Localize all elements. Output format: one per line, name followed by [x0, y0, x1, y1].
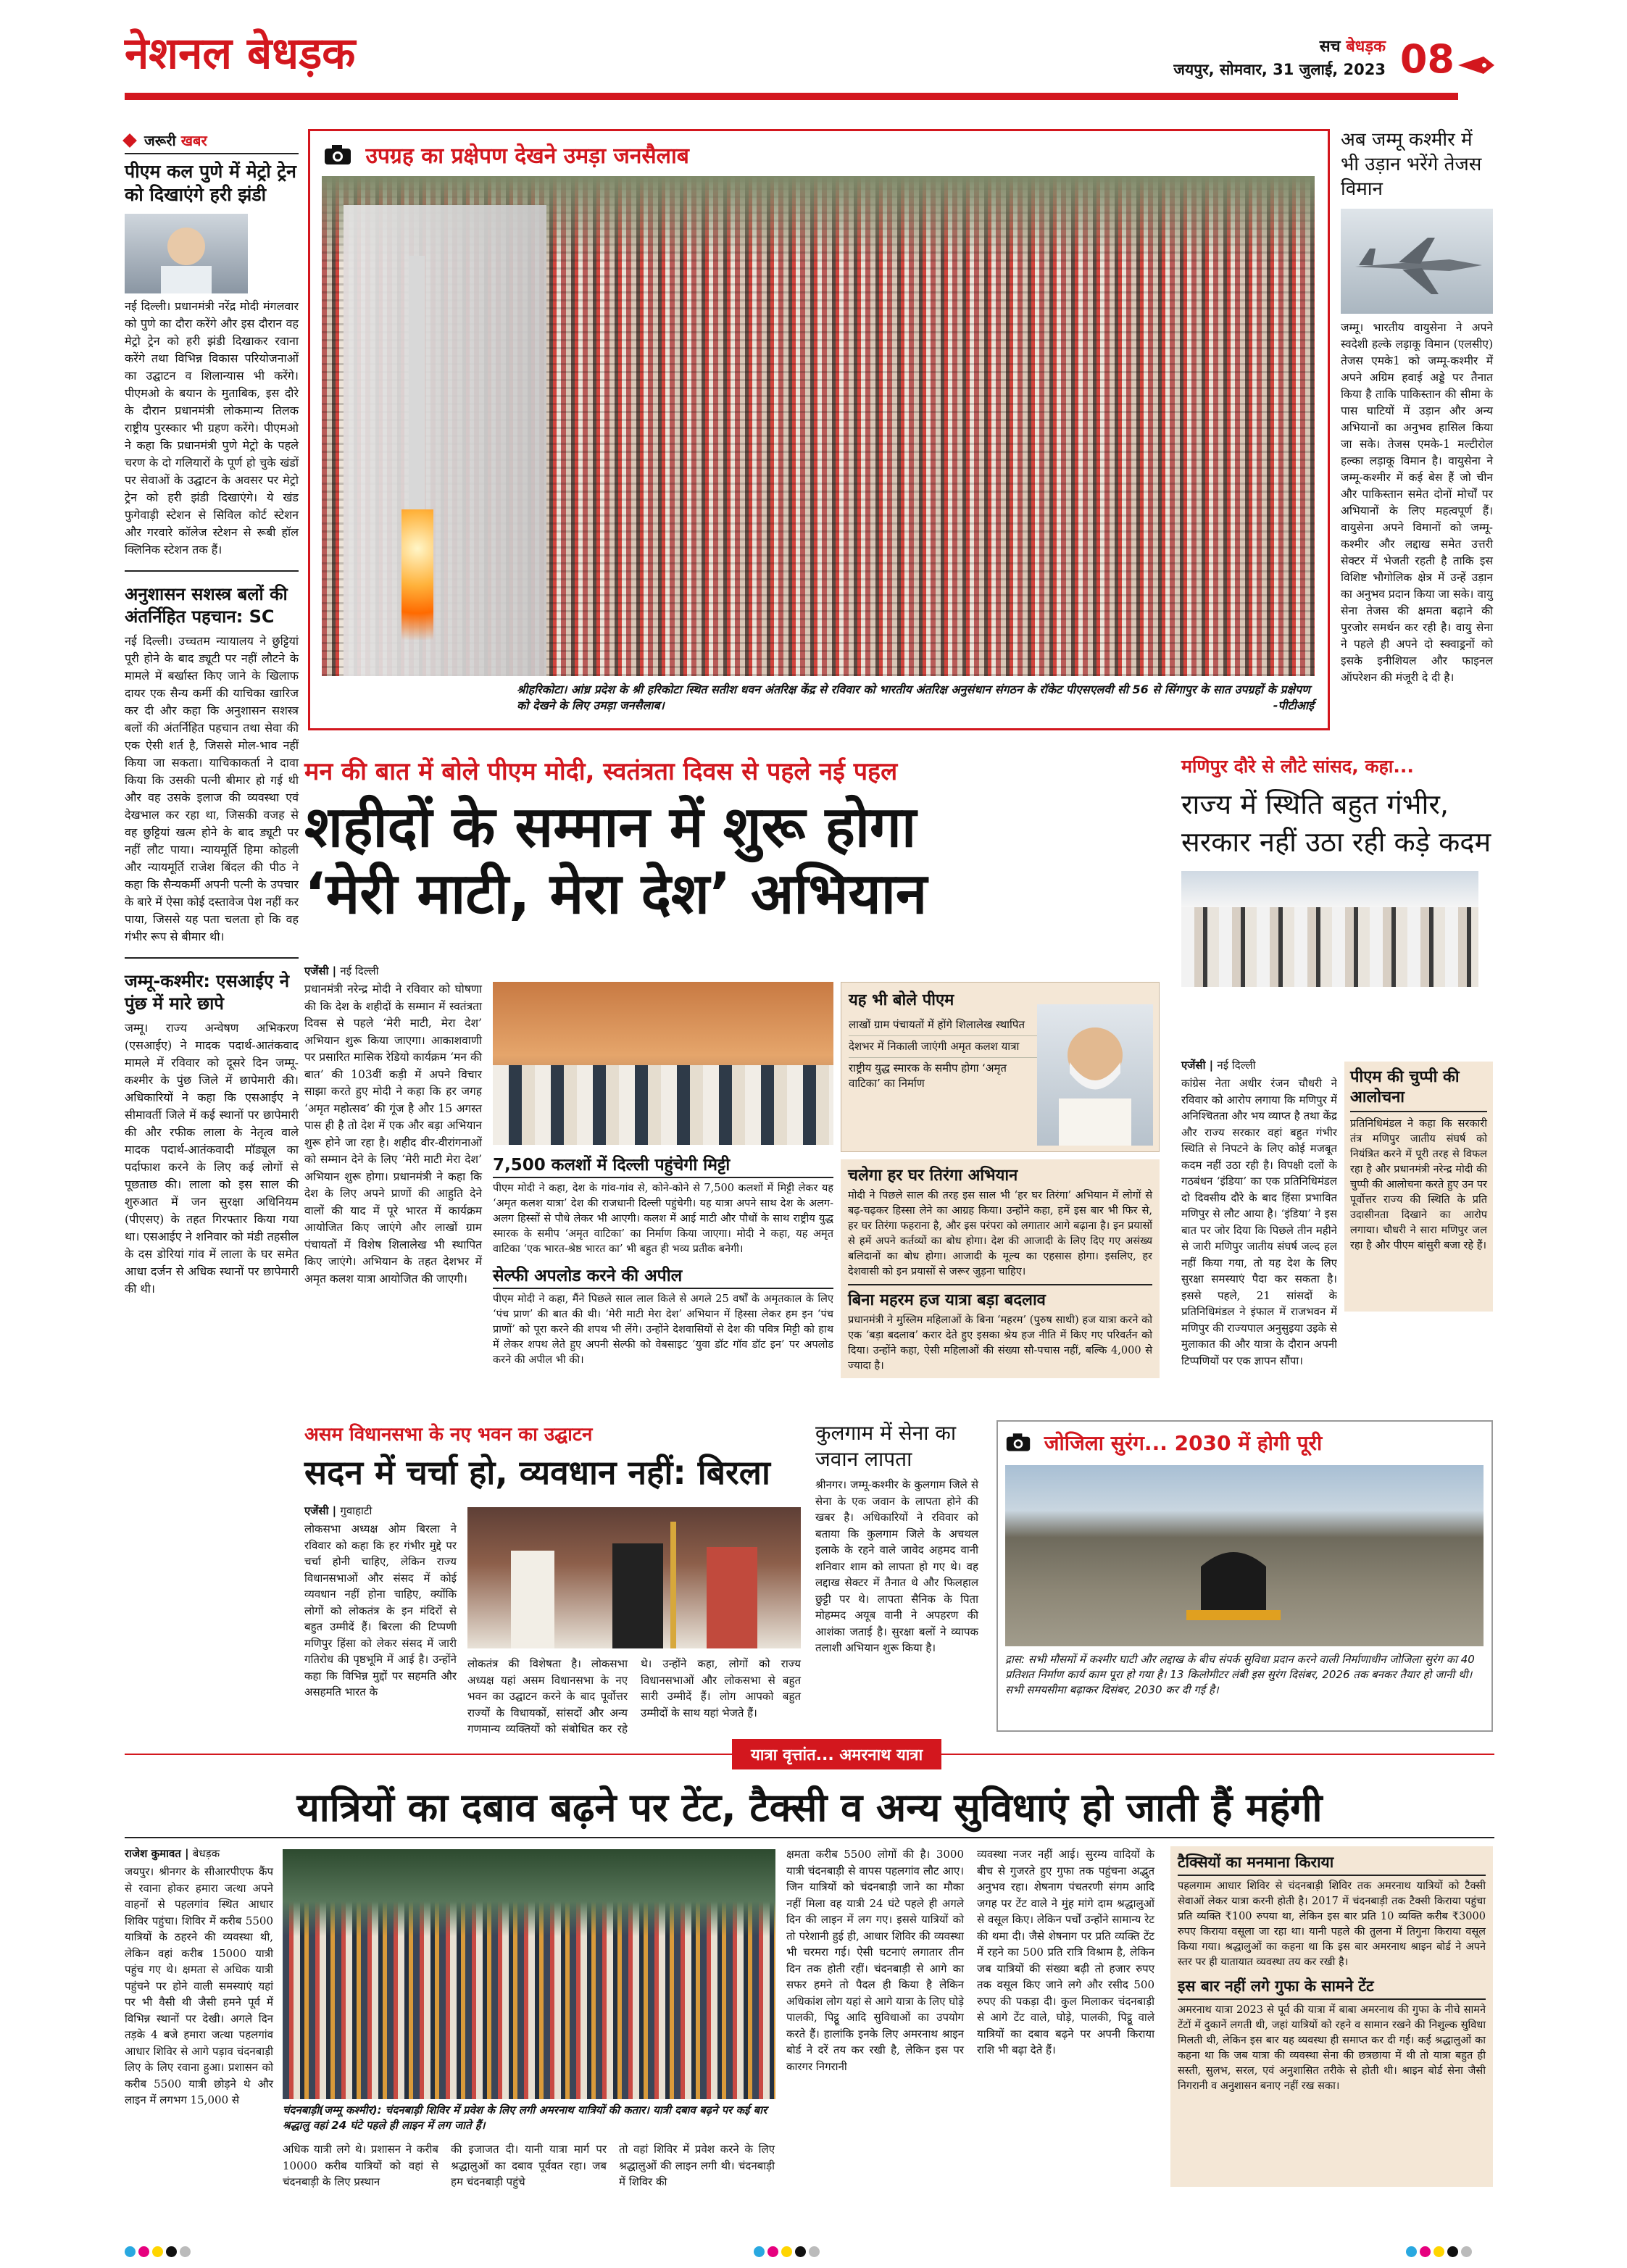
- byline-agency: एजेंसी: [304, 964, 329, 977]
- delegation-photo: [1181, 871, 1478, 987]
- story-body: व्यवस्था नजर नहीं आई। सुरम्य वादियों के बीच से गुजरते हुए गुफा तक पहुंचना अद्भुत अनुभव रहा। शेषनाग पंचतरणी संगम आदि जगह पर टेंट वाले ने मुंह मांगे दाम श्रद्धालुओं से वसूल किए। लेकिन पर्चों उन्होंने सामान्य रेट की थमा दी। जैसे शेषनाग पर प्रति व्यक्ति टेंट में रहने का 500 प्रति रात्रि विश्राम है, लेकिन जब यात्रियों की संख्या बढ़ी तो हजार रुपए तक वसूल किए जाने लगे और रसीद 500 रुपए की पकड़ा दी। कुल मिलाकर चंदनबाड़ी से आगे टेंट वाले, घोड़े, पालकी, पिट्ठू वाले यात्रियों का दबाव बढ़ने पर अपनी किराया राशि भी बढ़ा देते हैं।: [977, 1848, 1154, 2056]
- amarnath-col-1: [125, 1846, 273, 2109]
- byline-author: राजेश कुमावत: [125, 1847, 181, 1860]
- photo-caption: द्रास: सभी मौसमों में कश्मीर घाटी और लद्दाख के बीच संपर्क सुविधा प्रदान करने वाली निर्माणाधीन जोजिला सुरंग का 40 प्रतिशत निर्माण कार्य काम पूरा हो गया है। 13 किलोमीटर लंबी इस सुरंग दिसंबर, 2026 तक बनकर तैयार हो जानी थी। सभी समयसीमा बढ़ाकर दिसंबर, 2030 कर दी गई है।: [1005, 1652, 1475, 1696]
- divider: [125, 1837, 1494, 1838]
- pm-box-point: देशभर में निकाली जाएंगी अमृत कलश यात्रा: [849, 1036, 1037, 1058]
- paper-logo: [1320, 35, 1386, 57]
- tunnel-photo: [1005, 1465, 1484, 1646]
- section-label: [125, 130, 299, 154]
- photo-caption-text: श्रीहरिकोटा। आंध्र प्रदेश के श्री हरिकोटा स्थित सतीश धवन अंतरिक्ष केंद्र से रविवार को भारतीय अंतरिक्ष अनुसंधान संगठन के रॉकेट पीएसएलवी सी 56 से सिंगापुर के सात उपग्रहों के प्रक्षेपण को देखने के लिए उमड़ा जनसैलाब।: [517, 683, 1310, 712]
- pm-box-list: [849, 1014, 1037, 1094]
- color-registration-left: [125, 2246, 194, 2260]
- byline: राजेश कुमावत | बेधड़क: [125, 1847, 220, 1860]
- subhead: 7,500 कलशों में दिल्ली पहुंचेगी मिट्टी: [493, 1152, 833, 1178]
- story-body: अमरनाथ यात्रा 2023 से पूर्व की यात्रा में बाबा अमरनाथ की गुफा के नीचे सामने टेंटों में दुकानें लगती थी, जहां यात्रियों को रहने व सामान रखने की निशुल्क सुविधा मिलती थी, लेकिन इस बार यह व्यवस्था ही समाप्त कर दी गई। कई श्रद्धालुओं का कहना था कि जब यात्रा की व्यवस्था सेना की छत्रछाया में थी तो यात्रा बहुत ही सस्ती, सुलभ, सरल, एवं अनुशासित तरीके से होती थी। श्राइन बोर्ड सेना जैसी निगरानी व अनुशासन बनाए नहीं रख सका।: [1178, 2004, 1486, 2092]
- assam-photo: [467, 1507, 801, 1648]
- box-body: प्रतिनिधिमंडल ने कहा कि सरकारी तंत्र मणिपुर जातीय संघर्ष को नियंत्रित करने में पूरी तरह से विफल रहा है और प्रधानमंत्री नरेन्द्र मोदी की चुप्पी की आलोचना करते हुए उन पर पूर्वोत्तर राज्य की स्थिति के प्रति उदासीनता दिखाने का आरोप लगाया। चौधरी ने सारा मणिपुर जल रहा है और पीएम बांसुरी बजा रहे हैं।: [1350, 1118, 1487, 1251]
- story-headline: राज्य में स्थिति बहुत गंभीर, सरकार नहीं उठा रही कड़े कदम: [1181, 788, 1491, 858]
- zojila-box: [996, 1420, 1493, 1732]
- subhead: चलेगा हर घर तिरंगा अभियान: [848, 1167, 1018, 1185]
- byline-place: नई दिल्ली: [1217, 1059, 1256, 1072]
- page-number: 08: [1399, 36, 1455, 82]
- subhead: बिना महरम हज यात्रा बड़ा बदलाव: [848, 1284, 1152, 1310]
- story-photo: [125, 214, 248, 293]
- lead-headline: ‘मेरी माटी, मेरा देश’ अभियान: [304, 862, 928, 927]
- story-body: की इजाजत दी। यानी यात्रा मार्ग पर श्रद्धालुओं का दबाव पूर्ववत रहा। जब हम चंदनबाड़ी पहुंचे: [451, 2143, 607, 2188]
- pm-silence-box: [1344, 1062, 1493, 1312]
- lead-story: [304, 754, 1160, 927]
- story-body: कांग्रेस नेता अधीर रंजन चौधरी ने रविवार को आरोप लगाया कि मणिपुर में अनिश्चितता और भय व्याप्त है तथा केंद्र और राज्य सरकार वहां बहुत गंभीर स्थिति से निपटने के लिए कोई मजबूत कदम नहीं उठा रही है। विपक्षी दलों के गठबंधन ‘इंडिया’ का एक प्रतिनिधिमंडल दो दिवसीय दौरे के बाद हिंसा प्रभावित मणिपुर से लौट आया है। ‘इंडिया’ ने इस बात पर जोर दिया कि पिछले तीन महीने से जारी मणिपुर जातीय संघर्ष जल्द हल नहीं किया गया, तो यह देश के लिए सुरक्षा समस्याएं पैदा कर सकता है। इससे पहले, 21 सांसदों के प्रतिनिधिमंडल ने इंफाल में राजभवन में मणिपुर की राज्यपाल अनुसुइया उइके से मुलाकात की और यात्रा के दौरान अपनी टिप्पणियों पर एक ज्ञापन सौंपा।: [1181, 1077, 1337, 1367]
- byline-agency: एजेंसी: [304, 1504, 329, 1517]
- pm-photo: [1037, 1004, 1153, 1146]
- pm-box-point: राष्ट्रीय युद्ध स्मारक के समीप होगा ‘अमृत वाटिका’ का निर्माण: [849, 1062, 1007, 1090]
- paper-logo-prefix: सच: [1319, 38, 1341, 56]
- masthead: [125, 22, 1494, 101]
- lead-sub-right: [841, 1159, 1160, 1378]
- photo-banner: [1005, 1429, 1484, 1458]
- story-headline: अनुशासन सशस्त्र बलों की अंतर्निहित पहचान: SC: [125, 584, 288, 627]
- section-label-a: जरूरी: [143, 132, 176, 149]
- queue-photo: [283, 1849, 775, 2099]
- story-body: क्षमता करीब 5500 लोगों की है। 3000 यात्री चंदनबाड़ी से वापस पहलगांव लौट आए। जिन यात्रियों को चंदनबाड़ी जाने का मौका नहीं मिला वह यात्री 24 घंटे पहले ही अगले दिन की लाइन में लग गए। इससे यात्रियों को तो परेशानी हुई ही, आधार शिविर की व्यवस्था भी चरमरा गई। ऐसी घटनाएं लगातार तीन दिन तक होती रहीं। चंदनबाड़ी से आगे का सफर हमने तो पैदल ही किया है लेकिन अधिकांश लोग यहां से आगे यात्रा के लिए घोड़े पालकी, पिट्ठू आदि सुविधाओं का उपयोग करते हैं। हालांकि इनके लिए अमरनाथ श्राइन बोर्ड ने दरें तय कर रखी है, लेकिन इस पर कारगर निगरानी: [786, 1848, 964, 2073]
- kulgam-story: [815, 1420, 978, 1656]
- dateline: जयपुर, सोमवार, 31 जुलाई, 2023: [1173, 61, 1386, 78]
- manipur-story: [1181, 754, 1493, 987]
- photo-caption: [517, 682, 1314, 714]
- pm-box-point: लाखों ग्राम पंचायतों में होंगे शिलालेख स्थापित: [849, 1014, 1037, 1036]
- divider: [125, 957, 299, 959]
- story-kicker: असम विधानसभा के नए भवन का उद्घाटन: [304, 1424, 593, 1446]
- lead-kicker: मन की बात में बोले पीएम मोदी, स्वतंत्रता दिवस से पहले नई पहल: [304, 757, 898, 786]
- story-body: लोकसभा अध्यक्ष ओम बिरला ने रविवार को कहा कि हर गंभीर मुद्दे पर चर्चा होनी चाहिए, लेकिन राज्य विधानसभाओं और संसद में कोई व्यवधान नहीं होना चाहिए, क्योंकि लोगों को लोकतंत्र के इन मंदिरों से बहुत उम्मीदें हैं। बिरला की टिप्पणी मणिपुर हिंसा को लेकर संसद में जारी गतिरोध की पृष्ठभूमि में आई है। उन्होंने कहा कि विभिन्न मुद्दों पर सहमति और असहमति भारत के: [304, 1522, 457, 1698]
- story-body: लोकतंत्र की विशेषता है। लोकसभा अध्यक्ष यहां असम विधानसभा के नए भवन का उद्घाटन करने के बाद पूर्वोत्तर राज्यों के विधायकों, सांसदों और अन्य गणमान्य व्यक्तियों को संबोधित कर रहे थे। उन्होंने कहा, लोगों को राज्य विधानसभाओं और लोकसभा से बहुत सारी उम्मीदें हैं। लोग आपको बहुत उम्मीदों के साथ यहां भेजते हैं।: [467, 1657, 801, 1735]
- subhead: इस बार नहीं लगे गुफा के सामने टेंट: [1178, 1976, 1486, 2000]
- launch-photo-box: [308, 129, 1330, 730]
- photo-caption: चंदनबाड़ी(जम्मू कश्मीर): चंदनबाड़ी शिविर में प्रवेश के लिए लगी अमरनाथ यात्रियों की कतार। यात्री दबाव बढ़ने पर कई बार श्रद्धालु वहां 24 घंटे पहले ही लाइन में लग जाते हैं।: [283, 2104, 767, 2132]
- event-photo: [493, 982, 833, 1145]
- story-headline: सदन में चर्चा हो, व्यवधान नहीं: बिरला: [304, 1453, 770, 1492]
- story-body: जयपुर। श्रीनगर के सीआरपीएफ कैंप से रवाना होकर हमारा जत्था अपने वाहनों से पहलगांव स्थित आधार शिविर पहुंचा। शिविर में करीब 5500 यात्रियों के ठहरने की व्यवस्था थी, लेकिन वहां करीब 15000 यात्री पहुंच गए थे। क्षमता से अधिक यात्री पहुंचने पर होने वाली समस्याएं यहां पर भी वैसी थी जैसी हमने पूर्व में विभिन्न स्थानों पर देखी। अगले दिन तड़के 4 बजे हमारा जत्था पहलगांव आधार शिविर से आगे पड़ाव चंदनबाड़ी लिए के लिए रवाना हुआ। प्रशासन को करीब 5500 यात्री छोड़ने थे और लाइन में लगभग 15,000 से: [125, 1865, 273, 2106]
- story-headline: अब जम्मू कश्मीर में भी उड़ान भरेंगे तेजस विमान: [1341, 129, 1482, 200]
- subhead: टैक्सियों का मनमाना किराया: [1178, 1852, 1486, 1876]
- amarnath-headline: यात्रियों का दबाव बढ़ने पर टेंट, टैक्सी व अन्य सुविधाएं हो जाती हैं महंगी: [296, 1785, 1323, 1830]
- byline-org: बेधड़क: [192, 1847, 220, 1860]
- color-registration-center: [754, 2246, 823, 2260]
- pm-box-title: यह भी बोले पीएम: [849, 991, 954, 1009]
- tejas-story: [1341, 128, 1493, 686]
- story-headline: पीएम कल पुणे में मेट्रो ट्रेन को दिखाएंगे हरी झंडी: [125, 161, 296, 205]
- byline-place: नई दिल्ली: [340, 964, 379, 977]
- story-body: पहलगाम आधार शिविर से चंदनबाड़ी शिविर तक अमरनाथ यात्रियों को टैक्सी सेवाओं लेकर यात्रा करनी होती है। 2017 में चंदनबाड़ी तक टैक्सी किराया पहुंचा प्रति व्यक्ति ₹100 रुपया था, लेकिन इस बार प्रति 10 व्यक्ति करीब ₹3000 रुपए किराया वसूला जा रहा था। यानी पहले की तुलना में तिगुना किराया वसूल किया गया। श्रद्धालुओं का कहना था कि इस बार अमरनाथ श्राइन बोर्ड ने अपने स्तर पर ही यातायात व्यवस्था तय कर रखी है।: [1178, 1880, 1486, 1968]
- section-label-icon: [122, 133, 137, 148]
- left-column: [125, 130, 299, 1725]
- photo-banner: [323, 140, 689, 172]
- photo-banner-text: जोजिला सुरंग... 2030 में होगी पूरी: [1044, 1431, 1323, 1455]
- pen-nib-icon: [1458, 51, 1494, 80]
- story-headline: कुलगाम में सेना का जवान लापता: [815, 1421, 957, 1471]
- subhead: सेल्फी अपलोड करने की अपील: [493, 1263, 833, 1289]
- assam-story: [304, 1420, 804, 1493]
- story-body: प्रधानमंत्री नरेन्द्र मोदी ने रविवार को घोषणा की कि देश के शहीदों के सम्मान में स्वतंत्रता दिवस से पहले ‘मेरी माटी, मेरा देश’ अभियान शुरू किया जाएगा। आकाशवाणी पर प्रसारित मासिक रेडियो कार्यक्रम ‘मन की बात’ की 103वीं कड़ी में अपने विचार साझा करते हुए मोदी ने कहा कि हर जगह ‘अमृत महोत्सव’ की गूंज है और 15 अगस्त पास ही है तो देश में एक और बड़ा अभियान शुरू होने जा रहा है। शहीद वीर-वीरांगनाओं को सम्मान देने के लिए ‘मेरी माटी मेरा देश’ अभियान शुरू होगा। प्रधानमंत्री ने कहा कि देश के लिए अपने प्राणों की आहुति देने वालों की याद में पूरे भारत में कार्यक्रम आयोजित किए जाएंगे और लाखों ग्राम पंचायतों में विशेष शिलालेख भी स्थापित किए जाएंगे। अभियान के तहत देशभर में अमृत कलश यात्रा आयोजित की जाएगी।: [304, 983, 482, 1285]
- story-body: नई दिल्ली। प्रधानमंत्री नरेंद्र मोदी मंगलवार को पुणे का दौरा करेंगे और इस दौरान वह मेट्रो ट्रेन को हरी झंडी दिखाकर रवाना करेंगे तथा विभिन्न विकास परियोजनाओं का उद्घाटन व शिलान्यास भी करेंगे। पीएमओ के बयान के मुताबिक, इस दौरे के दौरान प्रधानमंत्री लोकमान्य तिलक राष्ट्रीय पुरस्कार भी ग्रहण करेंगे। पीएमओ ने कहा कि प्रधानमंत्री पुणे मेट्रो के पहले चरण के दो गलियारों के पूर्ण हो चुके खंडों पर सेवाओं के उद्घाटन के अवसर पर मेट्रो ट्रेन को हरी झंडी दिखाएंगे। ये खंड फुगेवाड़ी स्टेशन से सिविल कोर्ट स्टेशन और गरवारे कॉलेज स्टेशन से रूबी हॉल क्लिनिक स्टेशन तक हैं।: [125, 299, 299, 556]
- story-body: पीएम मोदी ने कहा, देश के गांव-गांव से, कोने-कोने से 7,500 कलशों में मिट्टी लेकर यह ‘अमृत कलश यात्रा’ देश की राजधानी दिल्ली पहुंचेगी। यह यात्रा अपने साथ देश के अलग-अलग हिस्सों से पौधे लेकर भी आएगी। कलश में आई माटी और पौधों के साथ राष्ट्रीय युद्ध स्मारक के समीप ‘अमृत वाटिका’ का निर्माण किया जाएगा। मोदी ने कहा, यह अमृत वाटिका ‘एक भारत-श्रेष्ठ भारत का’ भी बहुत ही भव्य प्रतीक बनेगी।: [493, 1183, 833, 1255]
- byline-place: गुवाहाटी: [340, 1504, 373, 1517]
- divider: [125, 570, 299, 572]
- byline: एजेंसी | नई दिल्ली: [304, 964, 379, 977]
- story-tag: यात्रा वृत्तांत... अमरनाथ यात्रा: [732, 1739, 941, 1769]
- story-body: पीएम मोदी ने कहा, मैंने पिछले साल लाल किले से अगले 25 वर्षों के अमृतकाल के लिए ‘पंच प्राण’ की बात की थी। ‘मेरी माटी मेरा देश’ अभियान में हिस्सा लेकर हम इन ‘पंच प्राणों’ को पूरा करने की शपथ भी लेंगे। उन्होंने देशवासियों से देश की पवित्र मिट्टी को हाथ में लेकर शपथ लेते हुए अपनी सेल्फी को वेबसाइट ‘युवा डॉट गॉव डॉट इन’ पर अपलोड करने की अपील भी की।: [493, 1293, 833, 1366]
- story-body: अधिक यात्री लगे थे। प्रशासन ने करीब 10000 करीब यात्रियों को वहां से चंदनबाड़ी के लिए प्रस्थान: [283, 2143, 438, 2188]
- jet-photo: [1341, 209, 1493, 314]
- masthead-rule: [125, 93, 1458, 100]
- crowd-photo: [322, 176, 1315, 676]
- story-body: जम्मू। राज्य अन्वेषण अभिकरण (एसआईए) ने मादक पदार्थ-आतंकवाद मामले में रविवार को दूसरे दिन जम्मू-कश्मीर के पुंछ जिले में छापेमारी की। अधिकारियों ने कहा कि एसआईए ने सीमावर्ती जिले में कई स्थानों पर छापेमारी की और रफीक लाला के नेतृत्व वाले मादक पदार्थ-आतंकवादी मॉड्यूल का पर्दाफाश करने के लिए कई लोगों से पूछताछ की। लाला को इस साल की शुरुआत में जन सुरक्षा अधिनियम (पीएसए) के तहत गिरफ्तार किया गया था। एसआईए ने शनिवार को मंडी तहसील के दस डोरियां गांव में लाला के घर समेत आधा दर्जन से अधिक स्थानों पर छापेमारी की थी।: [125, 1021, 299, 1296]
- lead-headline: शहीदों के सम्मान में शुरू होगा: [304, 795, 917, 860]
- color-registration-right: [1406, 2246, 1475, 2260]
- section-label-b: खबर: [180, 132, 207, 149]
- story-body: प्रधानमंत्री ने मुस्लिम महिलाओं के बिना ‘महरम’ (पुरुष साथी) हज यात्रा करने को एक ‘बड़ा बदलाव’ करार देते हुए इसका श्रेय हज नीति में किए गए परिवर्तन को दिया। उन्होंने कहा, ऐसी महिलाओं की संख्या सौ-पचास नहीं, बल्कि 4,000 से ज्यादा है।: [848, 1314, 1152, 1372]
- byline: एजेंसी | गुवाहाटी: [304, 1504, 373, 1517]
- amarnath-sidebar: [1170, 1846, 1493, 2187]
- story-body: श्रीनगर। जम्मू-कश्मीर के कुलगाम जिले से सेना के एक जवान के लापता होने की खबर है। अधिकारियों ने रविवार को बताया कि कुलगाम जिले के अचथल इलाके के रहने वाले जावेद अहमद वानी शनिवार शाम को लापता हो गए थे। वह लद्दाख सेक्टर में तैनात थे और फिलहाल छुट्टी पर थे। लापता सैनिक के पिता मोहम्मद अयूब वानी ने अपहरण की आशंका जताई है। सुरक्षा बलों ने व्यापक तलाशी अभियान शुरू किया है।: [815, 1478, 978, 1654]
- paper-logo-name: बेधड़क: [1346, 38, 1386, 56]
- section-title: नेशनल बेधड़क: [125, 28, 356, 79]
- story-headline: जम्मू-कश्मीर: एसआईए ने पुंछ में मारे छापे: [125, 971, 290, 1014]
- story-body: मोदी ने पिछले साल की तरह इस साल भी ‘हर घर तिरंगा’ अभियान में लोगों से बढ़-चढ़कर हिस्सा लेने का आग्रह किया। उन्होंने कहा, हमें इस बार भी फिर से, हर घर तिरंगा फहराना है, और इस परंपरा को लगातार आगे बढ़ाना है। इन प्रयासों से हमें अपने कर्तव्यों का बोध होगा। देश की आजादी के लिए दिए गए असंख्य बलिदानों का बोध होगा। आजादी के मूल्य का एहसास होगा। इसलिए, हर देशवासी को इन प्रयासों से जरूर जुड़ना चाहिए।: [848, 1190, 1152, 1277]
- lead-body-column: [304, 964, 482, 1288]
- lead-sub-left: [493, 1152, 833, 1368]
- box-title: पीएम की चुप्पी की आलोचना: [1350, 1067, 1487, 1112]
- camera-icon: [323, 143, 352, 172]
- assam-body: [304, 1504, 457, 1701]
- camera-icon: [1005, 1431, 1031, 1458]
- byline-agency: एजेंसी: [1181, 1059, 1206, 1072]
- story-body: जम्मू। भारतीय वायुसेना ने अपने स्वदेशी हल्के लड़ाकू विमान (एलसीए) तेजस एमके1 को जम्मू-कश्मीर में अपने अग्रिम हवाई अड्डे पर तैनात किया है ताकि पाकिस्तान की सीमा के पास घाटियों में उड़ान और अन्य अभियानों का अनुभव हासिल किया जा सके। तेजस एमके-1 मल्टीरोल हल्का लड़ाकू विमान है। वायुसेना ने जम्मू-कश्मीर में कई बेस हैं जो चीन और पाकिस्तान समेत दोनों मोर्चों पर अभियानों के लिए महत्वपूर्ण हैं। वायुसेना अपने विमानों को जम्मू-कश्मीर और लद्दाख समेत उत्तरी सेक्टर में भेजती रहती है ताकि इस विशिष्ट भौगोलिक क्षेत्र में उन्हें उड़ान का अनुभव प्रदान किया जा सके। वायु सेना तेजस की क्षमता बढ़ाने की पुरजोर समर्थन कर रही है। वायु सेना ने पहले ही अपने दो स्क्वाड्रनों को इसके इनीशियल और फाइनल ऑपरेशन की मंजूरी दे दी है।: [1341, 321, 1493, 684]
- story-kicker: मणिपुर दौरे से लौटे सांसद, कहा...: [1181, 756, 1414, 777]
- photo-banner-text: उपग्रह का प्रक्षेपण देखने उमड़ा जनसैलाब: [365, 143, 689, 169]
- story-body: तो वहां शिविर में प्रवेश करने के लिए श्रद्धालुओं की लाइन लगी थी। चंदनबाड़ी में शिविर की: [619, 2143, 775, 2188]
- pm-box: [841, 982, 1160, 1152]
- story-body: नई दिल्ली। उच्चतम न्यायालय ने छुट्टियां पूरी होने के बाद ड्यूटी पर नहीं लौटने के मामले में बर्खास्त किए जाने के खिलाफ दायर एक सैन्य कर्मी की याचिका खारिज कर दी और कहा कि अनुशासन सशस्त्र बलों की अंतर्निहित पहचान तथा सेवा की एक ऐसी शर्त है, जिससे मोल-भाव नहीं किया जा सकता। याचिकाकर्ता ने दावा किया कि उसकी पत्नी बीमार हो गई थी और वह उसके इलाज की व्यवस्था एवं देखभाल कर रहा था, जिसकी वजह से वह छुट्टियां खत्म होने के बाद ड्यूटी पर नहीं लौट पाया। न्यायमूर्ति हिमा कोहली और न्यायमूर्ति राजेश बिंदल की पीठ ने कहा कि सैन्यकर्मी अपनी पत्नी के उपचार के बारे में ऐसा कोई दस्तावेज पेश नहीं कर पाया, जिससे यह पता चलता हो कि वह गंभीर रूप से बीमार थी।: [125, 634, 299, 943]
- byline: एजेंसी | नई दिल्ली: [1181, 1059, 1256, 1072]
- manipur-body: [1181, 1058, 1337, 1391]
- photo-credit: -पीटीआई: [1273, 699, 1314, 712]
